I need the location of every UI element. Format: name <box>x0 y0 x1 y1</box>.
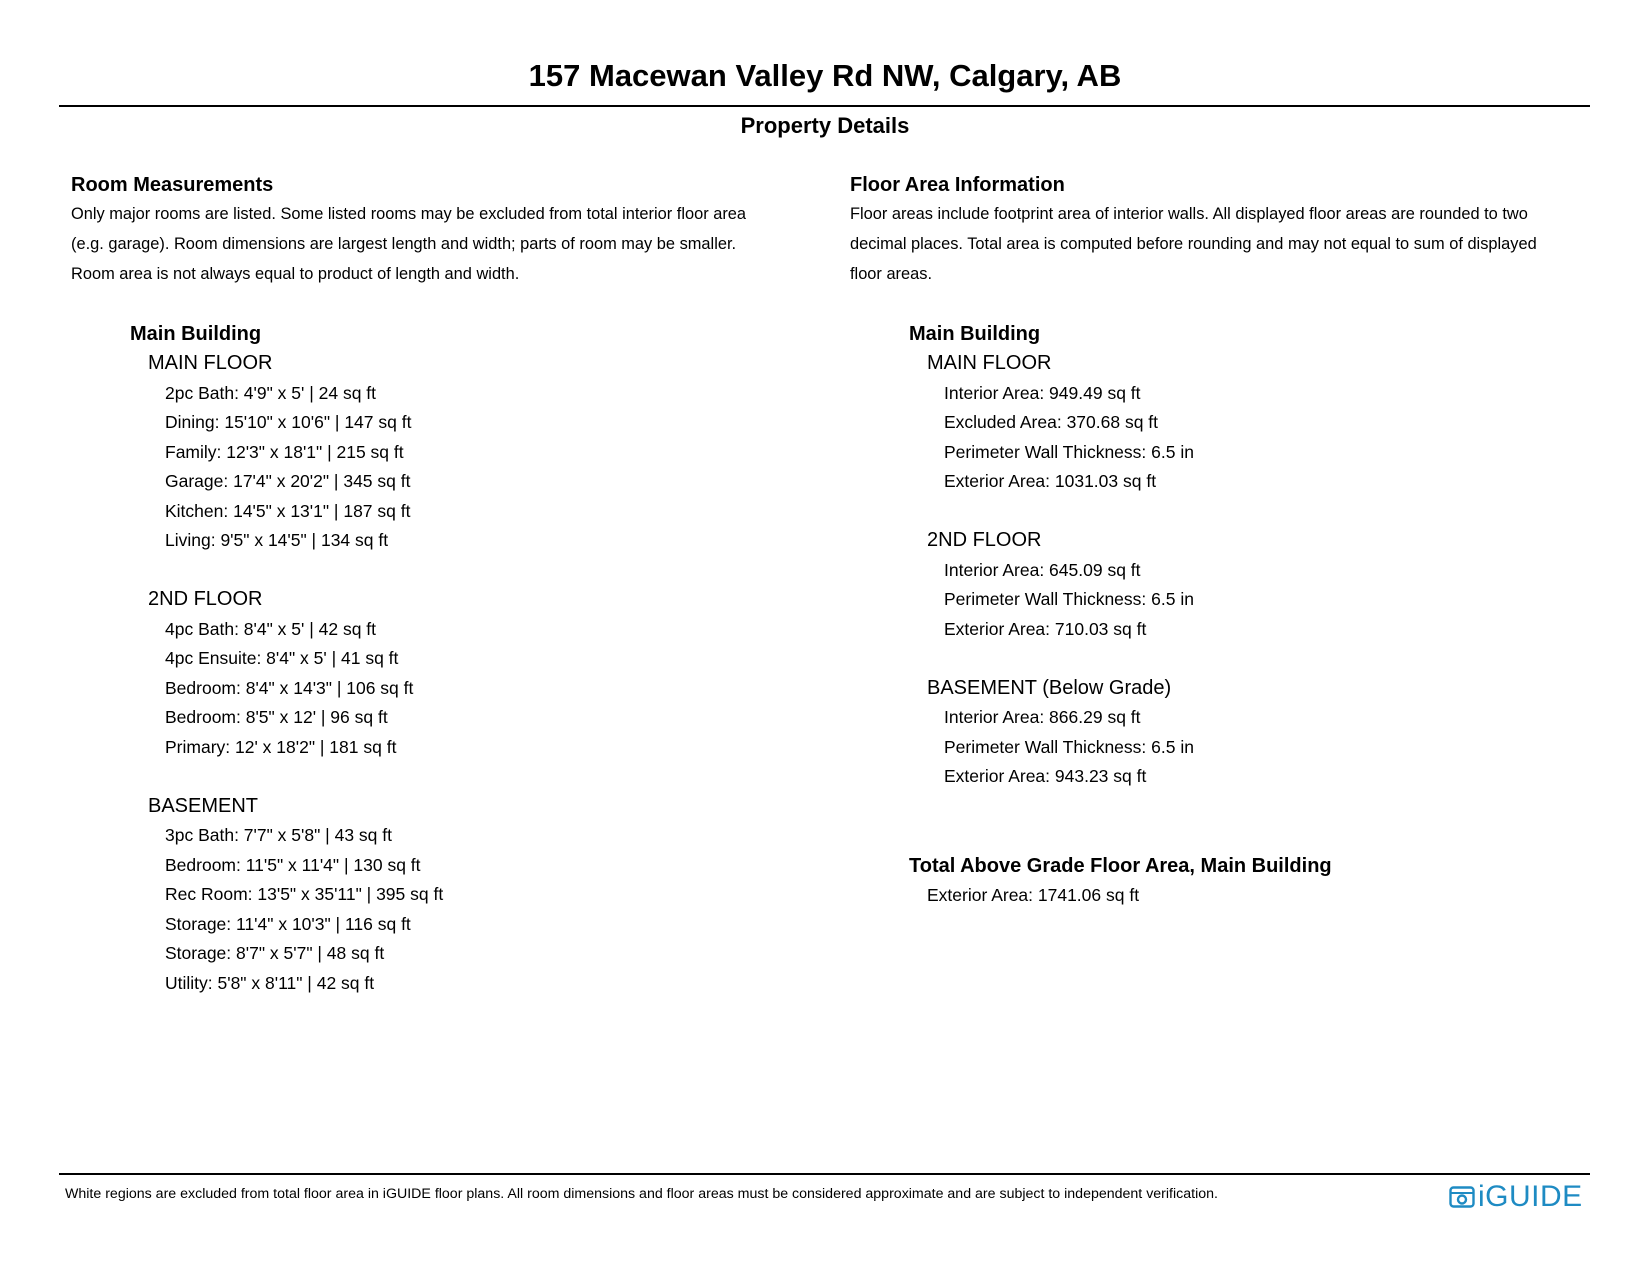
area-item: Perimeter Wall Thickness: 6.5 in <box>944 736 1194 757</box>
room-measurements-heading: Room Measurements <box>71 174 274 196</box>
room-measurements-section <box>71 170 811 998</box>
area-item: Exterior Area: 1031.03 sq ft <box>944 471 1157 492</box>
camera-icon <box>1449 1184 1475 1210</box>
room-item: Kitchen: 14'5" x 13'1" | 187 sq ft <box>165 500 411 521</box>
note-line: Only major rooms are listed. Some listed rooms may be excluded from total interior floor area <box>71 205 747 223</box>
building-title: Main Building <box>909 323 1041 346</box>
floor-name: 2ND FLOOR <box>927 529 1042 552</box>
floor-name: BASEMENT <box>148 794 259 817</box>
room-item: Garage: 17'4" x 20'2" | 345 sq ft <box>165 471 411 492</box>
floor-2nd <box>148 585 811 762</box>
area-item: Perimeter Wall Thickness: 6.5 in <box>944 589 1194 610</box>
page-subtitle: Property Details <box>740 113 910 138</box>
area-item: Exterior Area: 710.03 sq ft <box>944 618 1147 639</box>
building-block <box>130 319 811 998</box>
floor-2nd <box>927 526 1610 644</box>
floor-name: BASEMENT (Below Grade) <box>927 676 1172 699</box>
floor-name: MAIN FLOOR <box>927 352 1052 375</box>
room-item: 4pc Bath: 8'4" x 5' | 42 sq ft <box>165 618 377 639</box>
floor-main <box>148 349 811 556</box>
page-title: 157 Macewan Valley Rd NW, Calgary, AB <box>528 58 1122 93</box>
note-line: floor areas. <box>850 264 932 283</box>
room-item: Storage: 8'7" x 5'7" | 48 sq ft <box>165 943 385 964</box>
floor-area-note <box>850 200 1610 289</box>
area-item: Perimeter Wall Thickness: 6.5 in <box>944 441 1194 462</box>
floor-area-section <box>850 170 1610 910</box>
room-item: Storage: 11'4" x 10'3" | 116 sq ft <box>165 913 411 934</box>
note-line: Floor areas include footprint area of interior walls. All displayed floor areas are rounded to two <box>850 205 1528 223</box>
floor-name: 2ND FLOOR <box>148 588 263 611</box>
room-item: Family: 12'3" x 18'1" | 215 sq ft <box>165 441 404 462</box>
room-measurements-note <box>71 200 811 289</box>
room-item: Bedroom: 11'5" x 11'4" | 130 sq ft <box>165 854 421 875</box>
footer-disclaimer: White regions are excluded from total floor area in iGUIDE floor plans. All room dimensions and floor areas must be considered approximate and are subject to independent verification. <box>65 1186 1218 1202</box>
area-item: Interior Area: 949.49 sq ft <box>944 382 1141 403</box>
room-item: Bedroom: 8'4" x 14'3" | 106 sq ft <box>165 677 414 698</box>
room-item: 2pc Bath: 4'9" x 5' | 24 sq ft <box>165 382 377 403</box>
note-line: (e.g. garage). Room dimensions are largest length and width; parts of room may be smaller. <box>71 234 737 253</box>
floor-basement <box>927 674 1610 792</box>
building-title: Main Building <box>130 323 262 346</box>
area-item: Interior Area: 866.29 sq ft <box>944 707 1141 728</box>
floor-main <box>927 349 1610 497</box>
building-block <box>909 319 1610 792</box>
header-divider <box>59 105 1590 107</box>
note-line: Room area is not always equal to product of length and width. <box>71 264 520 283</box>
room-item: Living: 9'5" x 14'5" | 134 sq ft <box>165 530 389 551</box>
floor-area-heading: Floor Area Information <box>850 174 1065 196</box>
total-area-value: Exterior Area: 1741.06 sq ft <box>927 884 1140 905</box>
area-item: Excluded Area: 370.68 sq ft <box>944 412 1159 433</box>
floor-name: MAIN FLOOR <box>148 352 273 375</box>
room-item: 4pc Ensuite: 8'4" x 5' | 41 sq ft <box>165 648 399 669</box>
room-item: Utility: 5'8" x 8'11" | 42 sq ft <box>165 972 375 993</box>
area-item: Interior Area: 645.09 sq ft <box>944 559 1141 580</box>
logo-text: iGUIDE <box>1478 1180 1583 1213</box>
room-item: Dining: 15'10" x 10'6" | 147 sq ft <box>165 412 412 433</box>
room-item: Rec Room: 13'5" x 35'11" | 395 sq ft <box>165 884 444 905</box>
total-area-block <box>909 851 1610 911</box>
room-item: 3pc Bath: 7'7" x 5'8" | 43 sq ft <box>165 825 392 846</box>
footer-divider <box>59 1173 1590 1175</box>
room-item: Bedroom: 8'5" x 12' | 96 sq ft <box>165 707 388 728</box>
floor-basement <box>148 792 811 999</box>
iguide-logo <box>1449 1181 1583 1213</box>
area-item: Exterior Area: 943.23 sq ft <box>944 766 1147 787</box>
room-item: Primary: 12' x 18'2" | 181 sq ft <box>165 736 397 757</box>
note-line: decimal places. Total area is computed before rounding and may not equal to sum of displayed <box>850 234 1537 253</box>
total-area-heading: Total Above Grade Floor Area, Main Building <box>909 854 1332 877</box>
